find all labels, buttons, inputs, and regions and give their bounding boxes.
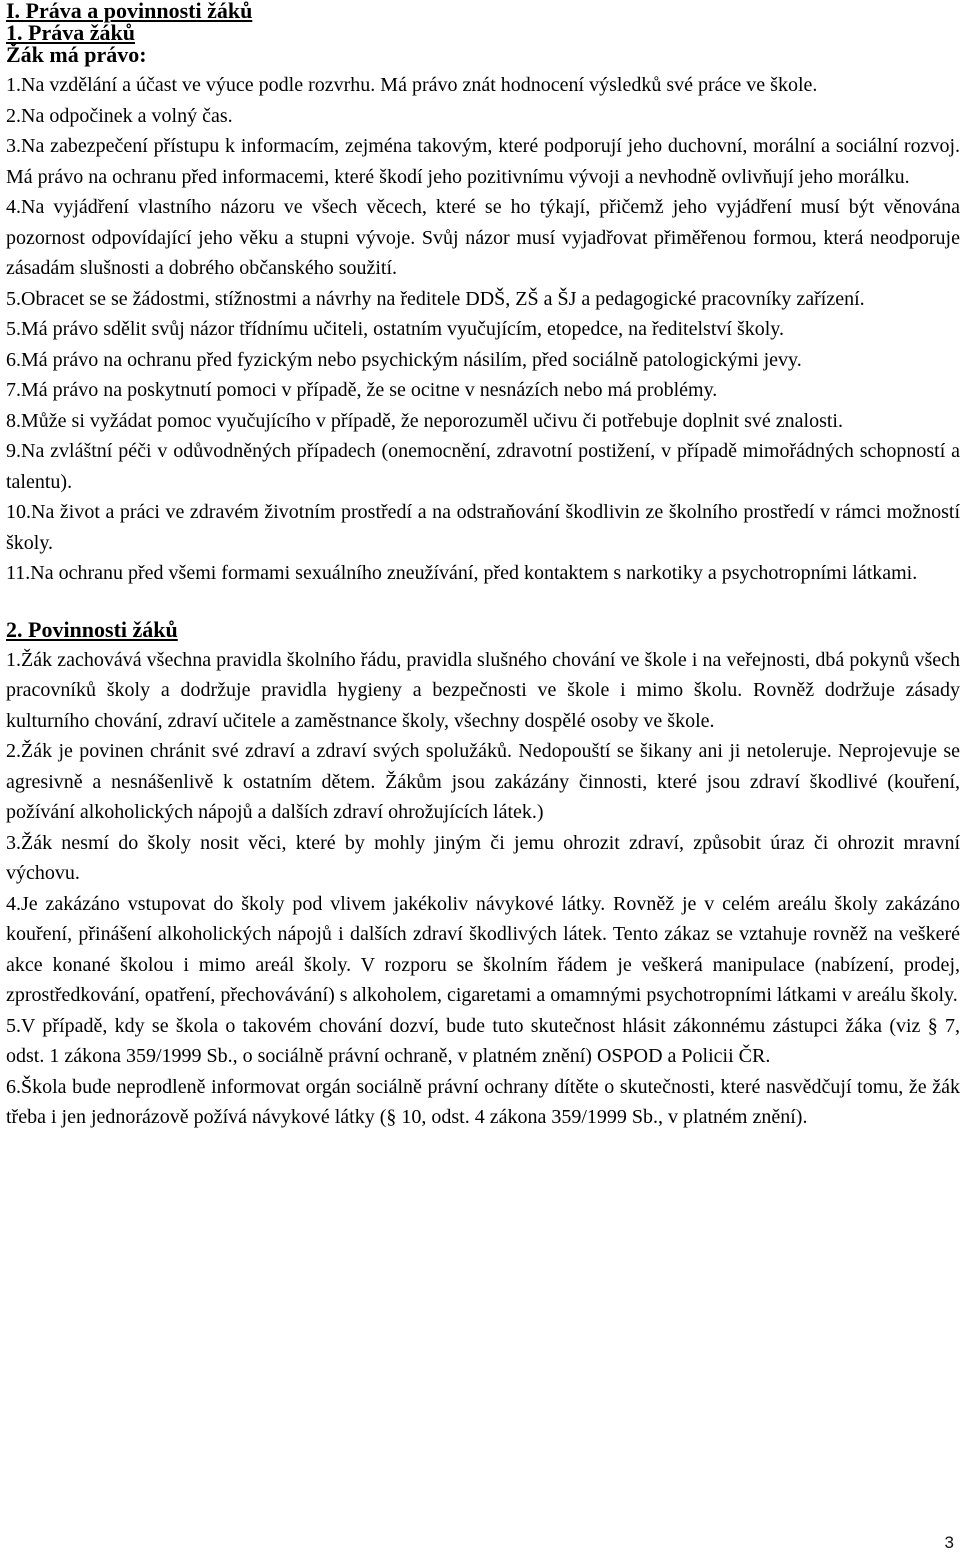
rights-subheading: Žák má právo: xyxy=(6,42,147,67)
duties-item-4: 4.Je zakázáno vstupovat do školy pod vlivem jakékoliv návykové látky. Rovněž je v celém areálu školy zakázáno kouření, přinášení alkoholických nápojů i dalších zdraví škodlivých látek. Tento zákaz se vztahuje rovněž na veškeré akce konané školou i mimo areál školy. V rozporu se školním řádem je veškerá manipulace (nabízení, prodej, zprostředkování, opatření, přechovávání) s alkoholem, cigaretami a omamnými psychotropními látkami v areálu školy. xyxy=(6,892,960,1006)
rights-item-8: 8.Může si vyžádat pomoc vyučujícího v případě, že neporozuměl učivu či potřebuje doplnit své znalosti. xyxy=(6,409,843,432)
rights-item-3: 3.Na zabezpečení přístupu k informacím, zejména takovým, které podporují jeho duchovní, morální a sociální rozvoj. Má právo na ochranu před informacemi, které škodí jeho pozitivnímu vývoji a nevhodně ovlivňují jeho morálku. xyxy=(6,135,960,188)
page-number: 3 xyxy=(944,1533,954,1552)
duties-item-3: 3.Žák nesmí do školy nosit věci, které by mohly jiným či jemu ohrozit zdraví, způsobit úraz či ohrozit mravní výchovu. xyxy=(6,831,960,884)
rights-item-1: 1.Na vzdělání a účast ve výuce podle rozvrhu. Má právo znát hodnocení výsledků své práce ve škole. xyxy=(6,74,818,96)
section-spacer xyxy=(6,589,960,619)
rights-item-6: 6.Má právo na ochranu před fyzickým nebo psychickým násilím, před sociálně patologickými jevy. xyxy=(6,348,802,371)
rights-item-11: 11.Na ochranu před všemi formami sexuálního zneužívání, před kontaktem s narkotiky a psychotropními látkami. xyxy=(6,562,918,584)
duties-item-1: 1.Žák zachovává všechna pravidla školního řádu, pravidla slušného chování ve škole i na veřejnosti, dbá pokynů všech pracovníků školy a dodržuje pravidla hygieny a bezpečnosti ve škole i mimo školu. Rovněž dodržuje zásady kulturního chování, zdraví učitele a zaměstnance školy, všechny dospělé osoby ve škole. xyxy=(6,648,960,732)
duties-item-2: 2.Žák je povinen chránit své zdraví a zdraví svých spolužáků. Nedopouští se šikany ani ji netoleruje. Neprojevuje se agresivně a nesnášenlivě k ostatním dětem. Žákům jsou zakázány činnosti, které jsou zdraví škodlivé (kouření, požívání alkoholických nápojů a dalších zdraví ohrožujících látek.) xyxy=(6,740,960,823)
duties-heading: 2. Povinnosti žáků xyxy=(6,616,178,642)
rights-item-5a: 5.Obracet se se žádostmi, stížnostmi a návrhy na ředitele DDŠ, ZŠ a ŠJ a pedagogické pracovníky zařízení. xyxy=(6,287,865,310)
rights-item-9: 9.Na zvláštní péči v odůvodněných případech (onemocnění, zdravotní postižení, v případě mimořádných schopností a talentu). xyxy=(6,440,960,493)
rights-item-10: 10.Na život a práci ve zdravém životním prostředí a na odstraňování škodlivin ze školního prostředí v rámci možností školy. xyxy=(6,501,960,554)
duties-item-6: 6.Škola bude neprodleně informovat orgán sociálně právní ochrany dítěte o skutečnosti, které nasvědčují tomu, že žák třeba i jen jednorázově požívá návykové látky (§ 10, odst. 4 zákona 359/1999 Sb., v platném znění). xyxy=(6,1075,960,1128)
duties-item-5: 5.V případě, kdy se škola o takovém chování dozví, bude tuto skutečnost hlásit zákonnému zástupci žáka (viz § 7, odst. 1 zákona 359/1999 Sb., o sociálně právní ochraně, v platném znění) OSPOD a Policii ČR. xyxy=(6,1014,960,1067)
document-page xyxy=(6,0,960,1133)
rights-item-7: 7.Má právo na poskytnutí pomoci v případě, že se ocitne v nesnázích nebo má problémy. xyxy=(6,379,718,401)
rights-item-5b: 5.Má právo sdělit svůj názor třídnímu učiteli, ostatním vyučujícím, etopedce, na ředitelství školy. xyxy=(6,318,784,340)
rights-item-2: 2.Na odpočinek a volný čas. xyxy=(6,104,233,127)
rights-item-4: 4.Na vyjádření vlastního názoru ve všech věcech, které se ho týkají, přičemž jeho vyjádření musí být věnována pozornost odpovídající jeho věku a stupni vývoje. Svůj názor musí vyjadřovat přiměřenou formou, která neodporuje zásadám slušnosti a dobrého občanského soužití. xyxy=(6,196,960,279)
document-title: I. Práva a povinnosti žáků xyxy=(6,0,253,23)
rights-heading: 1. Práva žáků xyxy=(6,20,135,45)
